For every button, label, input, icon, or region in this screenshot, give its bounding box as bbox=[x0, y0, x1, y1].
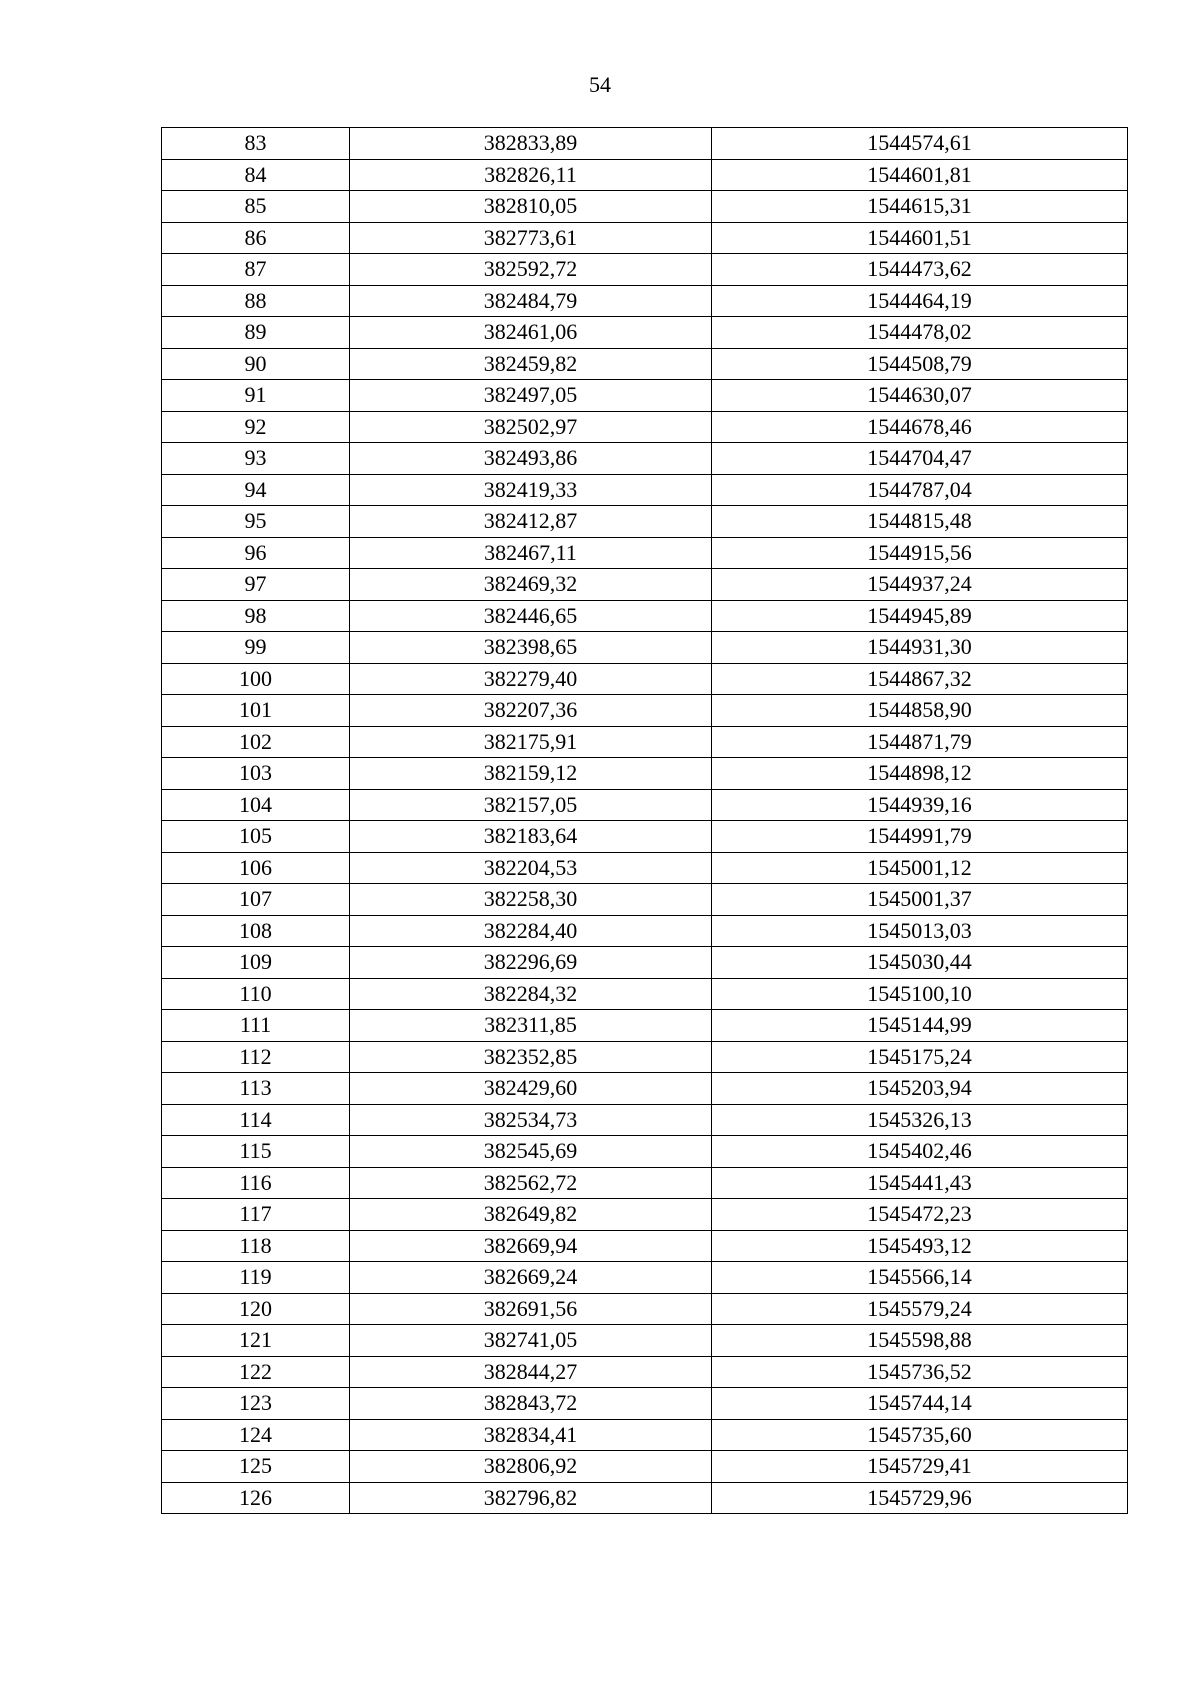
y-coordinate-cell: 1544508,79 bbox=[712, 348, 1128, 380]
y-coordinate-cell: 1544871,79 bbox=[712, 726, 1128, 758]
y-coordinate-cell: 1544867,32 bbox=[712, 663, 1128, 695]
point-number-cell: 117 bbox=[162, 1199, 350, 1231]
table-row bbox=[162, 1104, 1128, 1136]
x-coordinate-cell: 382493,86 bbox=[350, 443, 712, 475]
y-coordinate-cell: 1545598,88 bbox=[712, 1325, 1128, 1357]
y-coordinate-cell: 1544915,56 bbox=[712, 537, 1128, 569]
y-coordinate-cell: 1545735,60 bbox=[712, 1419, 1128, 1451]
y-coordinate-cell: 1544945,89 bbox=[712, 600, 1128, 632]
point-number-cell: 83 bbox=[162, 128, 350, 160]
table-row bbox=[162, 789, 1128, 821]
y-coordinate-cell: 1545402,46 bbox=[712, 1136, 1128, 1168]
point-number-cell: 122 bbox=[162, 1356, 350, 1388]
x-coordinate-cell: 382773,61 bbox=[350, 222, 712, 254]
x-coordinate-cell: 382429,60 bbox=[350, 1073, 712, 1105]
table-row bbox=[162, 884, 1128, 916]
y-coordinate-cell: 1545175,24 bbox=[712, 1041, 1128, 1073]
x-coordinate-cell: 382398,65 bbox=[350, 632, 712, 664]
table-row bbox=[162, 474, 1128, 506]
table-row bbox=[162, 1230, 1128, 1262]
table-row bbox=[162, 915, 1128, 947]
table-row bbox=[162, 222, 1128, 254]
y-coordinate-cell: 1544478,02 bbox=[712, 317, 1128, 349]
x-coordinate-cell: 382183,64 bbox=[350, 821, 712, 853]
table-row bbox=[162, 128, 1128, 160]
point-number-cell: 115 bbox=[162, 1136, 350, 1168]
y-coordinate-cell: 1544939,16 bbox=[712, 789, 1128, 821]
y-coordinate-cell: 1545729,96 bbox=[712, 1482, 1128, 1514]
table-row bbox=[162, 380, 1128, 412]
table-row bbox=[162, 758, 1128, 790]
point-number-cell: 121 bbox=[162, 1325, 350, 1357]
coordinates-table-body bbox=[162, 128, 1128, 1514]
x-coordinate-cell: 382459,82 bbox=[350, 348, 712, 380]
x-coordinate-cell: 382207,36 bbox=[350, 695, 712, 727]
table-row bbox=[162, 1325, 1128, 1357]
point-number-cell: 126 bbox=[162, 1482, 350, 1514]
point-number-cell: 89 bbox=[162, 317, 350, 349]
x-coordinate-cell: 382461,06 bbox=[350, 317, 712, 349]
table-row bbox=[162, 317, 1128, 349]
table-row bbox=[162, 947, 1128, 979]
x-coordinate-cell: 382175,91 bbox=[350, 726, 712, 758]
y-coordinate-cell: 1544787,04 bbox=[712, 474, 1128, 506]
coordinates-table bbox=[161, 127, 1128, 1514]
point-number-cell: 105 bbox=[162, 821, 350, 853]
y-coordinate-cell: 1544991,79 bbox=[712, 821, 1128, 853]
x-coordinate-cell: 382484,79 bbox=[350, 285, 712, 317]
y-coordinate-cell: 1544704,47 bbox=[712, 443, 1128, 475]
y-coordinate-cell: 1545566,14 bbox=[712, 1262, 1128, 1294]
table-row bbox=[162, 1419, 1128, 1451]
table-row bbox=[162, 632, 1128, 664]
y-coordinate-cell: 1545030,44 bbox=[712, 947, 1128, 979]
point-number-cell: 110 bbox=[162, 978, 350, 1010]
table-row bbox=[162, 191, 1128, 223]
y-coordinate-cell: 1545736,52 bbox=[712, 1356, 1128, 1388]
x-coordinate-cell: 382810,05 bbox=[350, 191, 712, 223]
point-number-cell: 90 bbox=[162, 348, 350, 380]
x-coordinate-cell: 382446,65 bbox=[350, 600, 712, 632]
table-row bbox=[162, 1010, 1128, 1042]
point-number-cell: 103 bbox=[162, 758, 350, 790]
x-coordinate-cell: 382159,12 bbox=[350, 758, 712, 790]
x-coordinate-cell: 382741,05 bbox=[350, 1325, 712, 1357]
x-coordinate-cell: 382649,82 bbox=[350, 1199, 712, 1231]
table-row bbox=[162, 159, 1128, 191]
x-coordinate-cell: 382419,33 bbox=[350, 474, 712, 506]
y-coordinate-cell: 1545493,12 bbox=[712, 1230, 1128, 1262]
point-number-cell: 111 bbox=[162, 1010, 350, 1042]
y-coordinate-cell: 1544464,19 bbox=[712, 285, 1128, 317]
table-row bbox=[162, 1136, 1128, 1168]
x-coordinate-cell: 382562,72 bbox=[350, 1167, 712, 1199]
point-number-cell: 118 bbox=[162, 1230, 350, 1262]
table-row bbox=[162, 411, 1128, 443]
x-coordinate-cell: 382669,24 bbox=[350, 1262, 712, 1294]
table-row bbox=[162, 726, 1128, 758]
x-coordinate-cell: 382843,72 bbox=[350, 1388, 712, 1420]
y-coordinate-cell: 1545100,10 bbox=[712, 978, 1128, 1010]
point-number-cell: 108 bbox=[162, 915, 350, 947]
point-number-cell: 114 bbox=[162, 1104, 350, 1136]
x-coordinate-cell: 382834,41 bbox=[350, 1419, 712, 1451]
y-coordinate-cell: 1544615,31 bbox=[712, 191, 1128, 223]
y-coordinate-cell: 1544898,12 bbox=[712, 758, 1128, 790]
y-coordinate-cell: 1544937,24 bbox=[712, 569, 1128, 601]
x-coordinate-cell: 382592,72 bbox=[350, 254, 712, 286]
point-number-cell: 95 bbox=[162, 506, 350, 538]
point-number-cell: 120 bbox=[162, 1293, 350, 1325]
x-coordinate-cell: 382497,05 bbox=[350, 380, 712, 412]
point-number-cell: 97 bbox=[162, 569, 350, 601]
x-coordinate-cell: 382502,97 bbox=[350, 411, 712, 443]
point-number-cell: 87 bbox=[162, 254, 350, 286]
point-number-cell: 84 bbox=[162, 159, 350, 191]
x-coordinate-cell: 382311,85 bbox=[350, 1010, 712, 1042]
table-row bbox=[162, 285, 1128, 317]
x-coordinate-cell: 382669,94 bbox=[350, 1230, 712, 1262]
point-number-cell: 101 bbox=[162, 695, 350, 727]
y-coordinate-cell: 1545729,41 bbox=[712, 1451, 1128, 1483]
point-number-cell: 91 bbox=[162, 380, 350, 412]
table-row bbox=[162, 1451, 1128, 1483]
point-number-cell: 119 bbox=[162, 1262, 350, 1294]
table-row bbox=[162, 348, 1128, 380]
y-coordinate-cell: 1544630,07 bbox=[712, 380, 1128, 412]
x-coordinate-cell: 382258,30 bbox=[350, 884, 712, 916]
x-coordinate-cell: 382844,27 bbox=[350, 1356, 712, 1388]
point-number-cell: 104 bbox=[162, 789, 350, 821]
x-coordinate-cell: 382284,32 bbox=[350, 978, 712, 1010]
x-coordinate-cell: 382352,85 bbox=[350, 1041, 712, 1073]
point-number-cell: 112 bbox=[162, 1041, 350, 1073]
table-row bbox=[162, 1073, 1128, 1105]
table-row bbox=[162, 254, 1128, 286]
point-number-cell: 92 bbox=[162, 411, 350, 443]
table-row bbox=[162, 569, 1128, 601]
y-coordinate-cell: 1544931,30 bbox=[712, 632, 1128, 664]
x-coordinate-cell: 382469,32 bbox=[350, 569, 712, 601]
point-number-cell: 99 bbox=[162, 632, 350, 664]
x-coordinate-cell: 382412,87 bbox=[350, 506, 712, 538]
table-row bbox=[162, 443, 1128, 475]
x-coordinate-cell: 382157,05 bbox=[350, 789, 712, 821]
table-row bbox=[162, 506, 1128, 538]
table-row bbox=[162, 663, 1128, 695]
point-number-cell: 124 bbox=[162, 1419, 350, 1451]
x-coordinate-cell: 382806,92 bbox=[350, 1451, 712, 1483]
table-row bbox=[162, 852, 1128, 884]
x-coordinate-cell: 382467,11 bbox=[350, 537, 712, 569]
x-coordinate-cell: 382296,69 bbox=[350, 947, 712, 979]
x-coordinate-cell: 382284,40 bbox=[350, 915, 712, 947]
point-number-cell: 85 bbox=[162, 191, 350, 223]
table-row bbox=[162, 1356, 1128, 1388]
table-row bbox=[162, 1293, 1128, 1325]
y-coordinate-cell: 1545326,13 bbox=[712, 1104, 1128, 1136]
y-coordinate-cell: 1544601,51 bbox=[712, 222, 1128, 254]
y-coordinate-cell: 1544574,61 bbox=[712, 128, 1128, 160]
x-coordinate-cell: 382691,56 bbox=[350, 1293, 712, 1325]
x-coordinate-cell: 382204,53 bbox=[350, 852, 712, 884]
point-number-cell: 98 bbox=[162, 600, 350, 632]
table-row bbox=[162, 1167, 1128, 1199]
y-coordinate-cell: 1545441,43 bbox=[712, 1167, 1128, 1199]
point-number-cell: 109 bbox=[162, 947, 350, 979]
table-row bbox=[162, 1482, 1128, 1514]
table-row bbox=[162, 978, 1128, 1010]
point-number-cell: 93 bbox=[162, 443, 350, 475]
table-row bbox=[162, 600, 1128, 632]
page-number: 54 bbox=[589, 72, 611, 97]
y-coordinate-cell: 1545013,03 bbox=[712, 915, 1128, 947]
table-row bbox=[162, 1041, 1128, 1073]
table-row bbox=[162, 1199, 1128, 1231]
y-coordinate-cell: 1544473,62 bbox=[712, 254, 1128, 286]
table-row bbox=[162, 1388, 1128, 1420]
y-coordinate-cell: 1545579,24 bbox=[712, 1293, 1128, 1325]
point-number-cell: 113 bbox=[162, 1073, 350, 1105]
point-number-cell: 102 bbox=[162, 726, 350, 758]
point-number-cell: 125 bbox=[162, 1451, 350, 1483]
x-coordinate-cell: 382545,69 bbox=[350, 1136, 712, 1168]
x-coordinate-cell: 382796,82 bbox=[350, 1482, 712, 1514]
y-coordinate-cell: 1545472,23 bbox=[712, 1199, 1128, 1231]
y-coordinate-cell: 1545144,99 bbox=[712, 1010, 1128, 1042]
point-number-cell: 100 bbox=[162, 663, 350, 695]
point-number-cell: 106 bbox=[162, 852, 350, 884]
y-coordinate-cell: 1545001,37 bbox=[712, 884, 1128, 916]
point-number-cell: 94 bbox=[162, 474, 350, 506]
point-number-cell: 107 bbox=[162, 884, 350, 916]
x-coordinate-cell: 382279,40 bbox=[350, 663, 712, 695]
y-coordinate-cell: 1544601,81 bbox=[712, 159, 1128, 191]
table-row bbox=[162, 695, 1128, 727]
y-coordinate-cell: 1545001,12 bbox=[712, 852, 1128, 884]
y-coordinate-cell: 1544815,48 bbox=[712, 506, 1128, 538]
table-row bbox=[162, 537, 1128, 569]
y-coordinate-cell: 1544678,46 bbox=[712, 411, 1128, 443]
point-number-cell: 86 bbox=[162, 222, 350, 254]
x-coordinate-cell: 382534,73 bbox=[350, 1104, 712, 1136]
point-number-cell: 123 bbox=[162, 1388, 350, 1420]
point-number-cell: 96 bbox=[162, 537, 350, 569]
y-coordinate-cell: 1545203,94 bbox=[712, 1073, 1128, 1105]
y-coordinate-cell: 1545744,14 bbox=[712, 1388, 1128, 1420]
table-row bbox=[162, 1262, 1128, 1294]
point-number-cell: 88 bbox=[162, 285, 350, 317]
y-coordinate-cell: 1544858,90 bbox=[712, 695, 1128, 727]
x-coordinate-cell: 382833,89 bbox=[350, 128, 712, 160]
table-row bbox=[162, 821, 1128, 853]
x-coordinate-cell: 382826,11 bbox=[350, 159, 712, 191]
point-number-cell: 116 bbox=[162, 1167, 350, 1199]
